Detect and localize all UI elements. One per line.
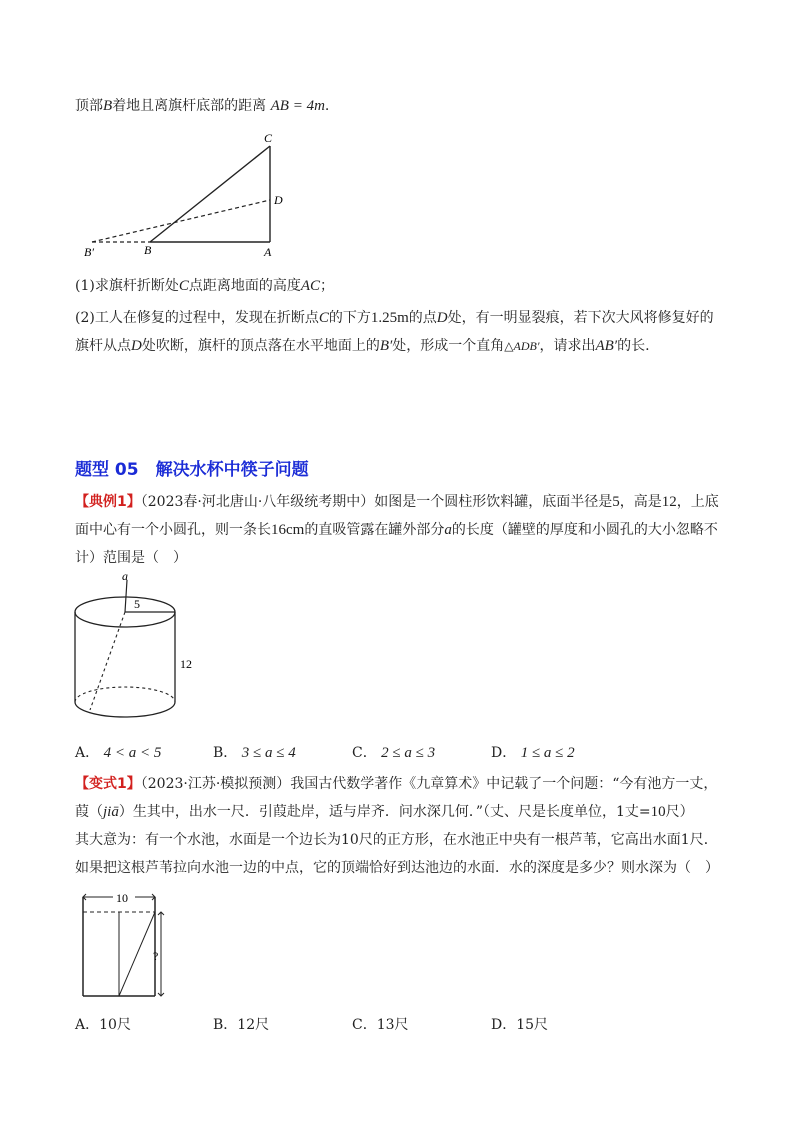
ex1-text-b: ，高是: [619, 494, 662, 510]
example-1-line-1: [75, 492, 719, 512]
ex1-radius: 5: [612, 494, 620, 510]
q2-l2-var-abprime: AB′: [595, 338, 618, 354]
var1-l2-text-b: ）生其中，出水一尺．引葭赴岸，适与岸齐．问水深几何．”（丈、尺是长度单位，1丈=: [118, 804, 651, 820]
var1-option-b[interactable]: B．12尺: [213, 1017, 270, 1033]
var1-option-a[interactable]: A．10尺: [75, 1017, 131, 1033]
var1-option-c[interactable]: C．13尺: [352, 1017, 409, 1033]
ex1-l2-text-b: 的直吸管露在罐外部分: [304, 522, 445, 538]
ex1-l2-text-c: 的长度（罐壁的厚度和小圆孔的大小忽略不: [451, 522, 718, 538]
ex1-option-a[interactable]: A． 4 < a < 5: [75, 745, 162, 761]
cylinder-bottom-back: [75, 687, 175, 702]
intro-line: [75, 96, 329, 116]
label-a: A: [264, 245, 272, 259]
label-height: 12: [180, 657, 192, 671]
intro-text-mid: 着地且离旗杆底部的距离: [112, 98, 267, 114]
q2-text-a: (2)工人在修复的过程中，发现在折断点: [75, 310, 319, 326]
pond-figure: [75, 892, 175, 1002]
question-1: [75, 276, 334, 296]
var1-text-1: （2023·江苏·模拟预测）我国古代数学著作《九章算术》中记载了一个问题：“今有池方一丈，: [140, 776, 718, 792]
var1-l2-text-a: 葭（: [75, 804, 103, 820]
intro-var-b: B: [103, 98, 113, 114]
question-2-line-1: [75, 308, 714, 328]
label-bprime: B′: [84, 245, 94, 259]
label-c: C: [264, 131, 273, 145]
q1-var-c: C: [178, 278, 189, 294]
q2-l2-triangle: △ADB′: [504, 339, 540, 353]
cylinder-figure: [70, 569, 200, 732]
q1-var-ac: AC: [300, 278, 321, 294]
var1-pinyin: jiā: [103, 804, 119, 820]
variation-1-line-4: 如果把这根芦苇拉向水池一边的中点，它的顶端恰好到达池边的水面．水的深度是多少？则水深为（ ）: [75, 860, 719, 876]
ex1-length: 16cm: [271, 522, 305, 538]
label-radius: 5: [134, 597, 140, 611]
straw-top: [125, 580, 127, 612]
label-width: 10: [116, 891, 128, 905]
ex1-var-a: a: [444, 522, 452, 538]
q2-text-b: 的下方: [328, 310, 371, 326]
q1-text: (1)求旗杆折断处: [75, 278, 179, 294]
ex1-option-d[interactable]: D． 1 ≤ a ≤ 2: [491, 745, 575, 761]
q2-value: 1.25m: [370, 310, 409, 326]
ex1-text-c: ，上底: [676, 494, 719, 510]
example-tag: 【典例1】: [75, 494, 141, 510]
ex1-option-b[interactable]: B． 3 ≤ a ≤ 4: [213, 745, 296, 761]
var1-option-d[interactable]: D．15尺: [491, 1017, 549, 1033]
q2-l2-text-e: 的长.: [617, 338, 650, 354]
label-b: B: [144, 243, 152, 257]
intro-end: .: [324, 98, 330, 114]
q2-l2-var-d: D: [131, 338, 142, 354]
q2-var-d: D: [436, 310, 448, 326]
broken-pole-line: [150, 146, 270, 242]
q2-l2-var-bprime: B′: [379, 338, 393, 354]
example-1-line-3: 计）范围是（ ）: [75, 550, 187, 566]
label-d: D: [274, 193, 283, 207]
variation-tag: 【变式1】: [75, 776, 141, 792]
q2-l2-text-c: 处，形成一个直角: [392, 338, 505, 354]
q2-l2-text-b: 处吹断，旗杆的顶点落在水平地面上的: [141, 338, 380, 354]
q2-l2-text-a: 旗杆从点: [75, 338, 131, 354]
q2-var-c: C: [318, 310, 329, 326]
q1-end: ；: [320, 278, 335, 294]
reed-pulled: [119, 912, 155, 996]
q2-l2-text-d: ，请求出: [539, 338, 596, 354]
q1-text-mid: 点距离地面的高度: [188, 278, 301, 294]
variation-1-line-3: 其大意为：有一个水池，水面是一个边长为10尺的正方形，在水池正中央有一根芦苇，它高出水面1尺．: [75, 832, 718, 848]
intro-formula: AB = 4m: [270, 98, 325, 114]
example-1-line-2: [75, 520, 718, 540]
var1-value: 10: [650, 804, 666, 820]
q2-text-d: 的点: [408, 310, 437, 326]
variation-1-line-2: [75, 802, 694, 822]
label-a: a: [122, 569, 128, 583]
intro-text: 顶部: [75, 98, 103, 114]
question-2-line-2: [75, 336, 650, 356]
ex1-height: 12: [661, 494, 677, 510]
q2-text-e: 处，有一明显裂痕，若下次大风将修复好的: [447, 310, 714, 326]
var1-l2-text-c: 尺）: [665, 804, 694, 820]
section-heading: 题型 05 解决水杯中筷子问题: [75, 460, 309, 480]
label-depth: ?: [153, 949, 159, 963]
ex1-text-a: （2023春·河北唐山·八年级统考期中）如图是一个圆柱形饮料罐，底面半径是: [140, 494, 613, 510]
dashed-new-break: [92, 200, 270, 242]
flagpole-figure: [80, 130, 300, 260]
ex1-option-c[interactable]: C． 2 ≤ a ≤ 3: [352, 745, 436, 761]
variation-1-line-1: [75, 774, 717, 794]
ex1-l2-text-a: 面中心有一个小圆孔，则一条长: [75, 522, 271, 538]
